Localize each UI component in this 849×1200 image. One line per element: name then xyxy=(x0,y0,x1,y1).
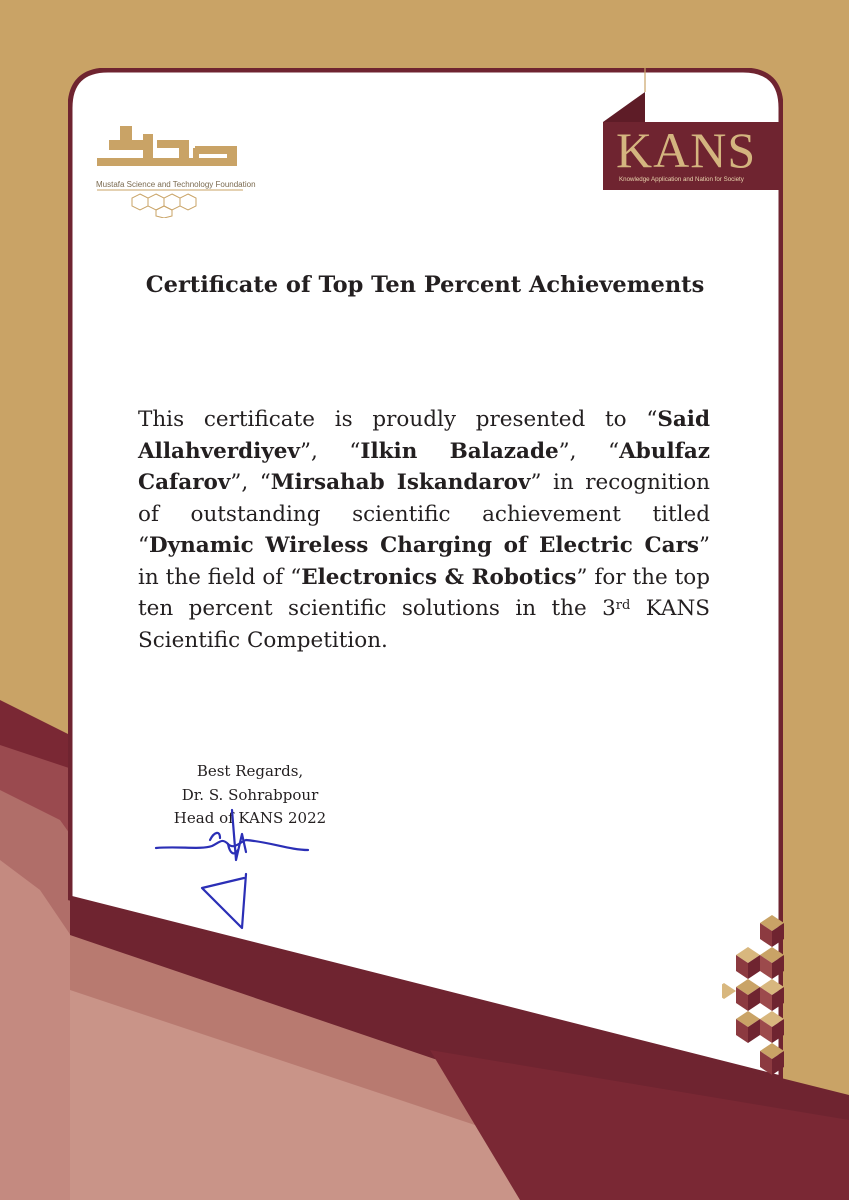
recipient-2: Ilkin Balazade xyxy=(360,438,559,464)
signer-role: Head of KANS 2022 xyxy=(173,809,327,827)
competition-text: KANS Scientific Competition. xyxy=(138,596,710,653)
ordinal-number: 3 xyxy=(602,596,616,621)
field-name: Electronics & Robotics xyxy=(301,564,577,590)
kans-wordmark: KANS xyxy=(616,122,757,178)
recipient-3: Abulfaz Cafarov xyxy=(138,438,711,495)
certificate-title: Certificate of Top Ten Percent Achievements xyxy=(145,272,705,298)
mustafa-foundation-logo xyxy=(95,118,256,218)
kans-tagline: Knowledge Application and Nation for Society xyxy=(619,176,744,183)
achievement-title: Dynamic Wireless Charging of Electric Cars xyxy=(149,533,699,558)
recognition-text: in recognition of outstanding scientific achievement titled xyxy=(138,470,710,527)
certificate-body: This certificate is proudly presented to “Said Allahverdiyev”, “Ilkin Balazade”, “Abulfaz Cafarov”, “Mirsahab Iskandarov” in recognition of outstanding scientific achievement titled “Dynamic Wireless Charging of Electric Cars” in the field of “Electronics & Robotics” for the top ten percent scientific solutions in the 3rd KANS Scientific Competition. xyxy=(138,407,711,653)
body-intro: This certificate is proudly presented to xyxy=(138,407,647,432)
recipient-4: Mirsahab Iskandarov xyxy=(270,470,531,495)
recipient-1: Said Allahverdiyev xyxy=(138,407,710,464)
regards-text: Best Regards, xyxy=(196,762,304,780)
foundation-caption: Mustafa Science and Technology Foundation xyxy=(96,180,256,189)
field-text: in the field of xyxy=(138,564,291,590)
handwritten-signature-icon xyxy=(150,790,320,940)
solutions-text: for the top ten percent scientific solutions in the xyxy=(138,564,710,621)
ordinal-suffix: rd xyxy=(615,598,631,613)
signer-name: Dr. S. Sohrabpour xyxy=(181,785,319,804)
decorative-cubes xyxy=(722,915,784,1075)
